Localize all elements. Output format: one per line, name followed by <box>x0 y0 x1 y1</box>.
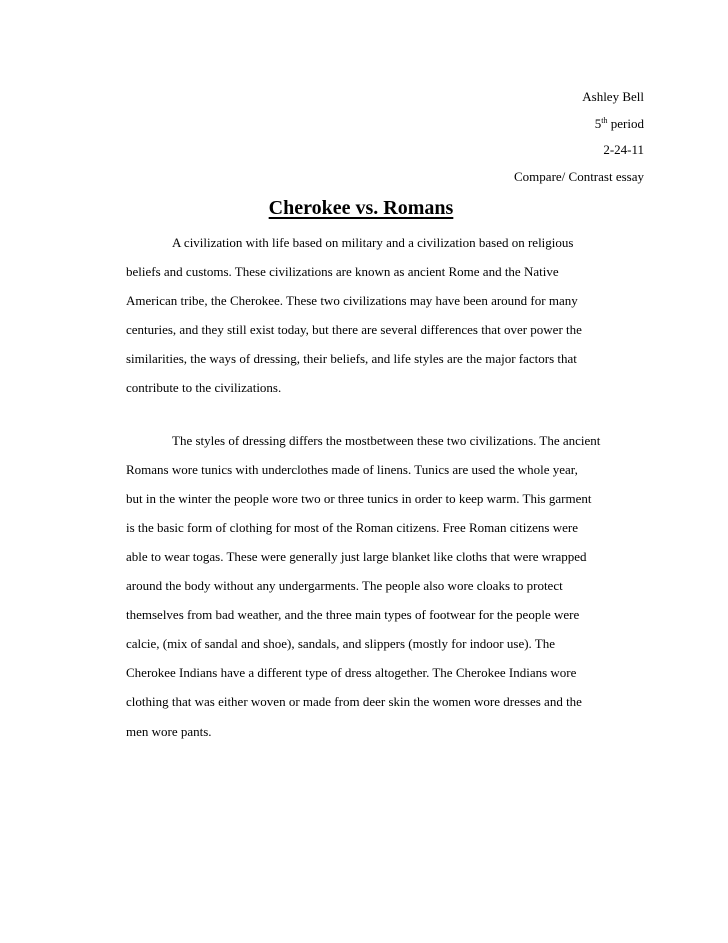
document-date: 2-24-11 <box>603 142 644 158</box>
period-word: period <box>607 115 644 131</box>
period-suffix: th <box>601 115 608 125</box>
paragraph-line: but in the winter the people wore two or three tunics in order to keep warm. This garment <box>126 490 592 506</box>
paragraph-line: is the basic form of clothing for most of the Roman citizens. Free Roman citizens were <box>126 519 578 535</box>
paragraph-line: able to wear togas. These were generally just large blanket like cloths that were wrapped <box>126 548 587 564</box>
assignment-type: Compare/ Contrast essay <box>514 169 644 185</box>
paragraph-line: contribute to the civilizations. <box>126 380 282 396</box>
essay-title-text: Cherokee vs. Romans <box>268 197 454 219</box>
essay-title <box>0 194 728 222</box>
paragraph-line: Romans wore tunics with underclothes made of linens. Tunics are used the whole year, <box>126 461 578 477</box>
paragraph-line: American tribe, the Cherokee. These two civilizations may have been around for many <box>126 293 578 309</box>
paragraph-line: beliefs and customs. These civilizations are known as ancient Rome and the Native <box>126 264 559 280</box>
class-period <box>514 111 644 138</box>
paragraph-1 <box>126 228 626 403</box>
paragraph-line: themselves from bad weather, and the three main types of footwear for the people were <box>126 607 580 623</box>
paragraph-line: A civilization with life based on military and a civilization based on religious <box>172 235 574 250</box>
paragraph-gap <box>126 403 626 426</box>
paragraph-line: Cherokee Indians have a different type of dress altogether. The Cherokee Indians wore <box>126 665 577 681</box>
paragraph-line: calcie, (mix of sandal and shoe), sandals, and slippers (mostly for indoor use). The <box>126 636 556 652</box>
paragraph-2 <box>126 426 626 746</box>
paragraph-line: clothing that was either woven or made from deer skin the women wore dresses and the <box>126 694 582 710</box>
paragraph-line: centuries, and they still exist today, but there are several differences that over power the <box>126 322 582 338</box>
essay-body <box>126 228 626 746</box>
paragraph-line: The styles of dressing differs the mostbetween these two civilizations. The ancient <box>172 432 601 448</box>
document-header <box>514 84 644 191</box>
paragraph-line: around the body without any undergarments. The people also wore cloaks to protect <box>126 578 563 594</box>
period-number: 5 <box>594 115 602 131</box>
author-name: Ashley Bell <box>582 89 644 104</box>
paragraph-line: men wore pants. <box>126 723 212 739</box>
paragraph-line: similarities, the ways of dressing, their beliefs, and life styles are the major factors that <box>126 351 577 367</box>
